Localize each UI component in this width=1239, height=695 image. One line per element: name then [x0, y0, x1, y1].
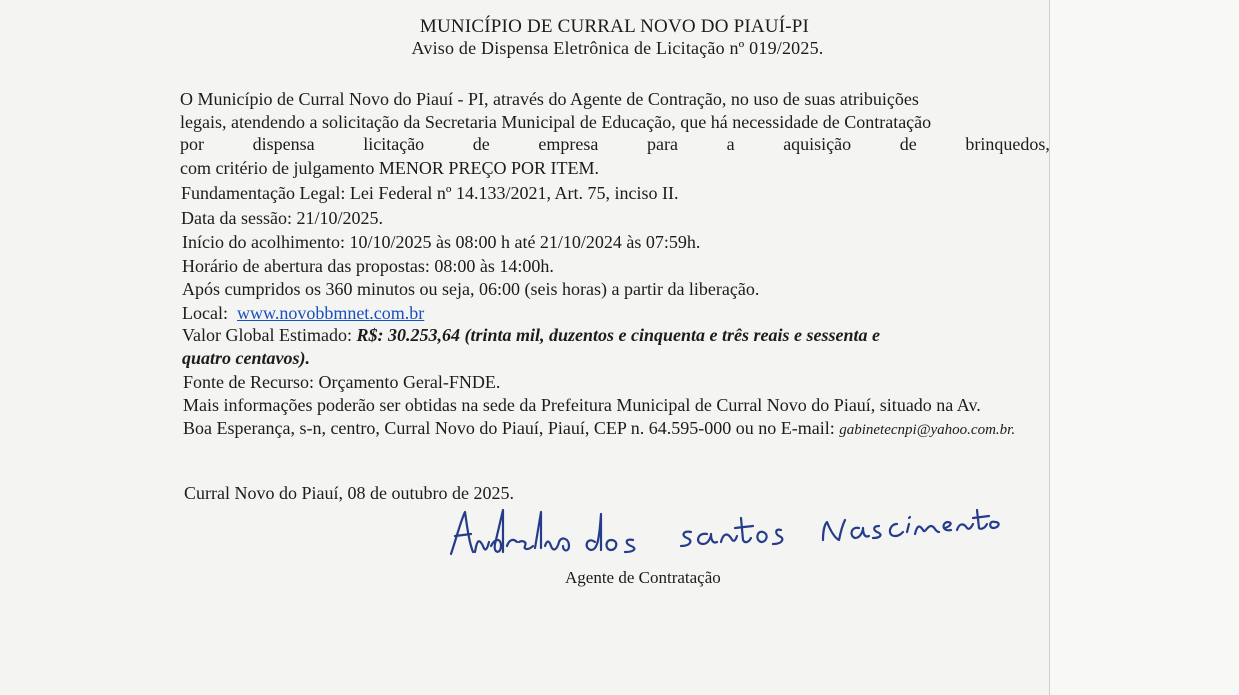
local-link[interactable]: www.novobbmnet.com.br: [236, 303, 425, 323]
handwritten-signature: [445, 496, 1005, 571]
reception-start: Início do acolhimento: 10/10/2025 às 08:00 h até 21/10/2024 às 07:59h.: [182, 232, 701, 252]
place-date: Curral Novo do Piauí, 08 de outubro de 2025.: [184, 483, 514, 503]
estimated-value-line: [182, 324, 880, 346]
intro-word: dispensa: [252, 134, 315, 154]
intro-word: aquisição: [783, 134, 852, 154]
after-minutes: Após cumpridos os 360 minutos ou seja, 06:00 (seis horas) a partir da liberação.: [182, 279, 760, 299]
intro-word: para: [646, 134, 678, 154]
value-amount: R$: 30.253,64 (trinta mil, duzentos e cinquenta e três reais e sessenta e: [356, 325, 880, 345]
intro-word: brinquedos,: [965, 134, 1050, 154]
value-label: Valor Global Estimado:: [182, 325, 352, 345]
info-address: Boa Esperança, s-n, centro, Curral Novo do Piauí, Piauí, CEP n. 64.595-000 ou no E-mail:: [183, 418, 835, 438]
intro-word: de: [899, 134, 917, 154]
signer-role: Agente de Contratação: [565, 568, 721, 587]
intro-word: licitação: [363, 134, 425, 154]
session-date: Data da sessão: 21/10/2025.: [181, 208, 383, 228]
funding-source: Fonte de Recurso: Orçamento Geral-FNDE.: [183, 372, 501, 392]
info-line-1: Mais informações poderão ser obtidas na sede da Prefeitura Municipal de Curral Novo do Piauí, situado na Av.: [183, 395, 981, 415]
legal-basis: Fundamentação Legal: Lei Federal nº 14.133/2021, Art. 75, inciso II.: [181, 183, 679, 203]
intro-line-1: O Município de Curral Novo do Piauí - PI, através do Agente de Contração, no uso de suas atribuições: [180, 89, 919, 109]
document-title: MUNICÍPIO DE CURRAL NOVO DO PIAUÍ-PI: [419, 16, 810, 37]
signature-image: [445, 496, 1005, 566]
local-line: [182, 302, 424, 324]
intro-line-4: com critério de julgamento MENOR PREÇO POR ITEM.: [180, 158, 599, 178]
intro-line-2: legais, atendendo a solicitação da Secretaria Municipal de Educação, que há necessidade de Contratação: [180, 112, 932, 132]
local-label: Local:: [182, 303, 228, 323]
intro-word: por: [180, 134, 204, 154]
opening-hours: Horário de abertura das propostas: 08:00 às 14:00h.: [182, 256, 554, 276]
value-amount-continued: quatro centavos).: [182, 348, 310, 368]
intro-word: empresa: [538, 134, 599, 154]
document-subtitle: Aviso de Dispensa Eletrônica de Licitação nº 019/2025.: [411, 38, 824, 58]
intro-word: de: [472, 134, 490, 154]
intro-word: a: [726, 134, 735, 154]
info-line-2: [183, 417, 1015, 441]
email-link[interactable]: gabinetecnpi@yahoo.com.br.: [839, 422, 1016, 438]
intro-line-3: [180, 133, 1050, 155]
